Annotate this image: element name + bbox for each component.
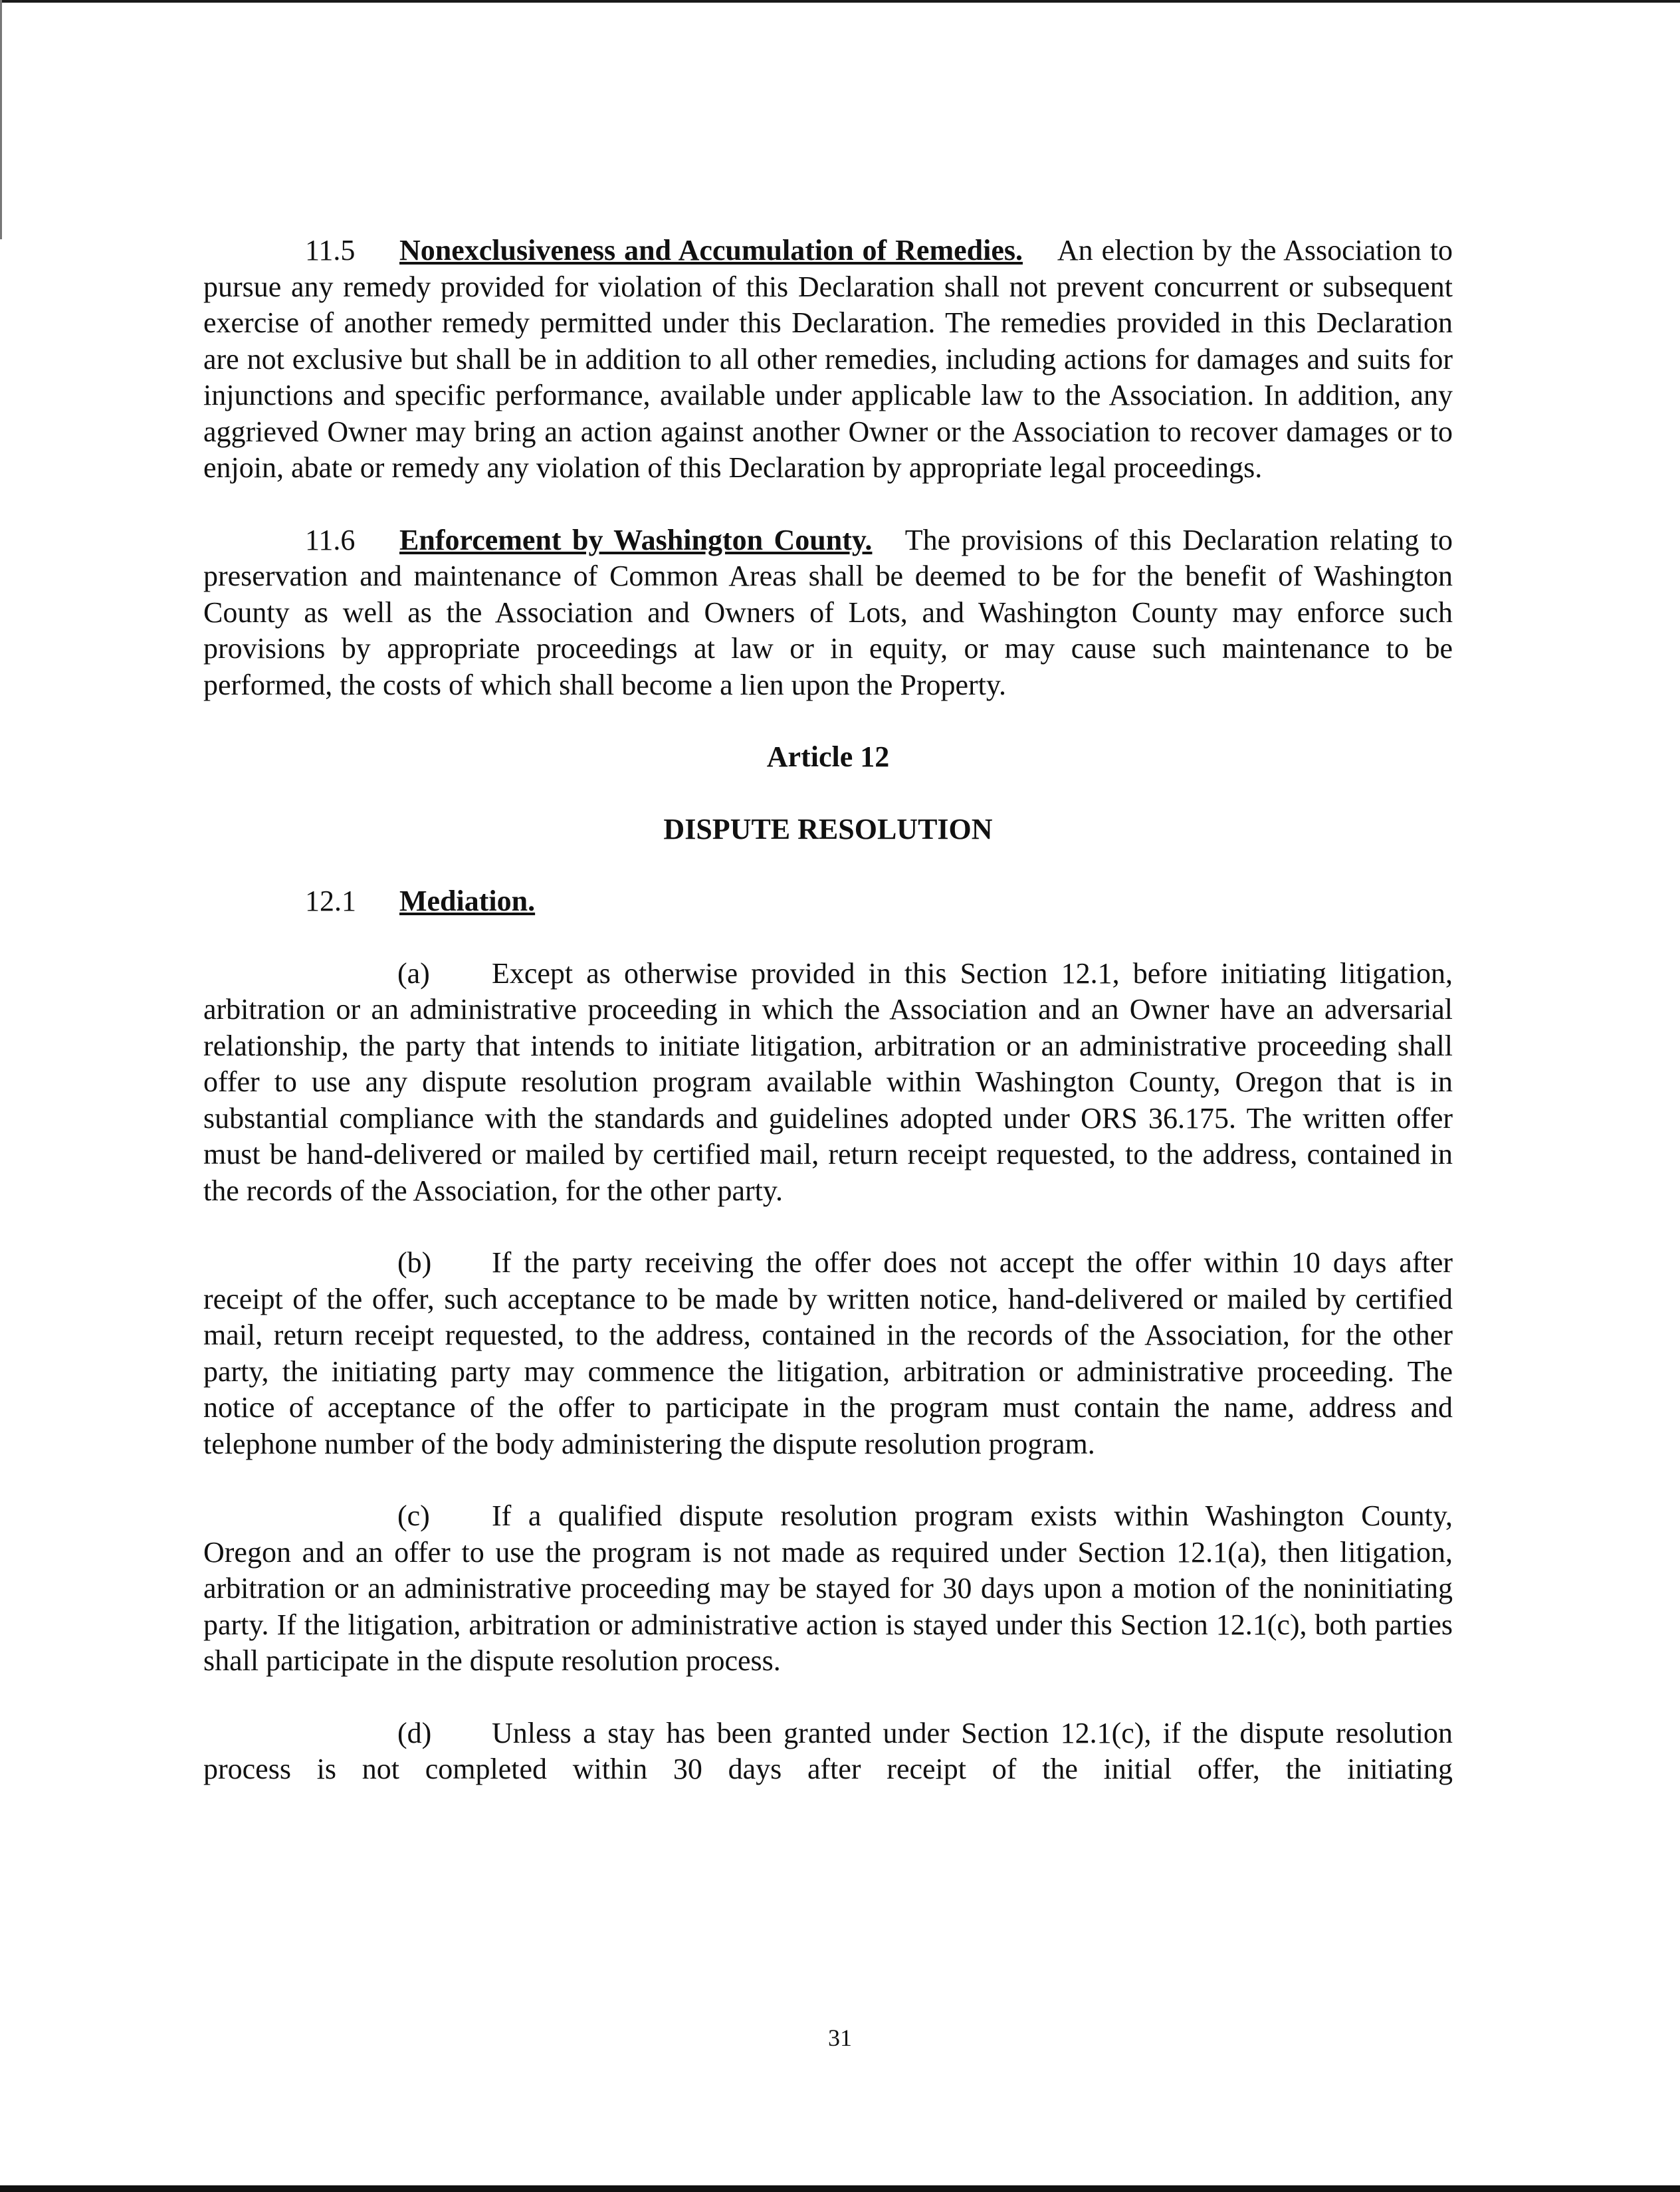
- subsection-label: (d): [397, 1716, 432, 1749]
- section-number: 12.1: [305, 885, 356, 917]
- section-body: An election by the Association to pursue any remedy provided for violation of this Declaration shall not prevent concurrent or subsequent exercise of another remedy permitted under this Declaration. The remedies provided in this Declaration are not exclusive but shall be in addition to all other remedies, including actions for damages and suits for injunctions and specific performance, available under applicable law to the Association. In addition, any aggrieved Owner may bring an action against another Owner or the Association to recover damages or to enjoin, abate or remedy any violation of this Declaration by appropriate legal proceedings.: [203, 234, 1453, 484]
- section-11-5: [203, 233, 1453, 487]
- section-body: The provisions of this Declaration relating to preservation and maintenance of Common Areas shall be deemed to be for the benefit of Washington County as well as the Association and Owners of Lots, and Washington County may enforce such provisions by appropriate proceedings at law or in equity, or may cause such maintenance to be performed, the costs of which shall become a lien upon the Property.: [203, 523, 1453, 701]
- scan-edge-bottom: [0, 2185, 1680, 2192]
- section-12-1-heading: [203, 883, 1453, 920]
- subsection-label: (c): [397, 1499, 430, 1532]
- subsection-c: [203, 1498, 1453, 1680]
- subsection-a: [203, 956, 1453, 1210]
- section-title: Nonexclusiveness and Accumulation of Remedies.: [399, 234, 1023, 267]
- subsection-label: (a): [397, 956, 430, 990]
- subsection-d: [203, 1715, 1453, 1788]
- subsection-label: (b): [397, 1246, 432, 1279]
- section-11-6: [203, 522, 1453, 704]
- document-page: [203, 233, 1453, 1824]
- section-title: Mediation.: [399, 885, 536, 917]
- section-number: 11.6: [305, 523, 356, 556]
- subsection-body: Except as otherwise provided in this Section 12.1, before initiating litigation, arbitration or an administrative proceeding in which the Association and an Owner have an adversarial relationship, the party that intends to initiate litigation, arbitration or an administrative proceeding shall offer to use any dispute resolution program available within Washington County, Oregon that is in substantial compliance with the standards and guidelines adopted under ORS 36.175. The written offer must be hand-delivered or mailed by certified mail, return receipt requested, to the address, contained in the records of the Association, for the other party.: [203, 956, 1453, 1207]
- subsection-body: Unless a stay has been granted under Section 12.1(c), if the dispute resolution process is not completed within 30 days after receipt of the initial offer, the initiating: [203, 1716, 1453, 1785]
- section-number: 11.5: [305, 234, 356, 267]
- scan-edge-top: [0, 0, 1680, 3]
- page-number: 31: [828, 2025, 852, 2051]
- article-title: DISPUTE RESOLUTION: [663, 812, 993, 845]
- subsection-body: If a qualified dispute resolution program exists within Washington County, Oregon and an offer to use the program is not made as required under Section 12.1(a), then litigation, arbitration or an administrative proceeding may be stayed for 30 days upon a motion of the noninitiating party. If the litigation, arbitration or administrative action is stayed under this Section 12.1(c), both parties shall participate in the dispute resolution process.: [203, 1499, 1453, 1677]
- subsection-body: If the party receiving the offer does not accept the offer within 10 days after receipt of the offer, such acceptance to be made by written notice, hand-delivered or mailed by certified mail, return receipt requested, to the address, contained in the records of the Association, for the other party, the initiating party may commence the litigation, arbitration or administrative proceeding. The notice of acceptance of the offer to participate in the program must contain the name, address and telephone number of the body administering the dispute resolution program.: [203, 1246, 1453, 1460]
- article-label: Article 12: [766, 740, 890, 773]
- subsection-b: [203, 1245, 1453, 1462]
- scan-edge-left: [0, 0, 2, 239]
- section-title: Enforcement by Washington County.: [399, 523, 873, 556]
